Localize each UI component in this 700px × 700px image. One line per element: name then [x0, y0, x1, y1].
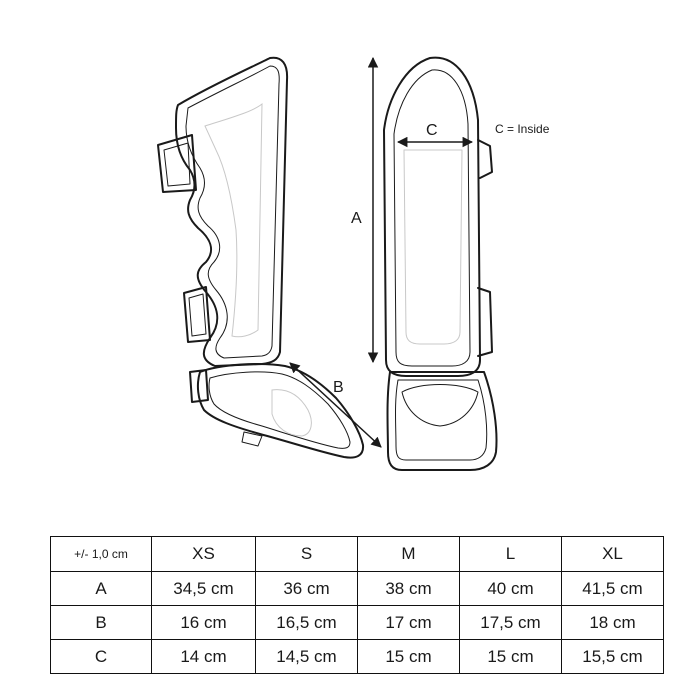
table-cell: 14 cm — [152, 640, 256, 674]
row-label: B — [51, 606, 152, 640]
table-cell: 16,5 cm — [256, 606, 358, 640]
tolerance-cell: +/- 1,0 cm — [51, 537, 152, 572]
note-c-inside: C = Inside — [495, 122, 550, 136]
table-cell: 15 cm — [358, 640, 460, 674]
size-header-l: L — [460, 537, 562, 572]
size-header-xl: XL — [562, 537, 664, 572]
table-cell: 17 cm — [358, 606, 460, 640]
row-label: C — [51, 640, 152, 674]
size-header-s: S — [256, 537, 358, 572]
table-row — [51, 640, 664, 674]
size-chart-table — [50, 536, 664, 674]
front-view-shin-guard — [384, 58, 497, 470]
table-cell: 14,5 cm — [256, 640, 358, 674]
size-header-m: M — [358, 537, 460, 572]
table-cell: 40 cm — [460, 572, 562, 606]
table-cell: 18 cm — [562, 606, 664, 640]
measurement-arrows — [290, 58, 472, 447]
table-cell: 36 cm — [256, 572, 358, 606]
side-view-shin-guard — [158, 58, 363, 458]
table-cell: 15 cm — [460, 640, 562, 674]
table-cell: 34,5 cm — [152, 572, 256, 606]
table-row — [51, 606, 664, 640]
label-c: C — [426, 122, 438, 139]
label-b: B — [333, 379, 344, 396]
table-cell: 16 cm — [152, 606, 256, 640]
row-label: A — [51, 572, 152, 606]
table-cell: 38 cm — [358, 572, 460, 606]
side-view-inner-panel — [205, 104, 311, 436]
table-cell: 41,5 cm — [562, 572, 664, 606]
table-row — [51, 572, 664, 606]
table-cell: 15,5 cm — [562, 640, 664, 674]
size-header-xs: XS — [152, 537, 256, 572]
table-header-row — [51, 537, 664, 572]
label-a: A — [351, 210, 362, 227]
table-cell: 17,5 cm — [460, 606, 562, 640]
arrow-b — [290, 363, 381, 447]
